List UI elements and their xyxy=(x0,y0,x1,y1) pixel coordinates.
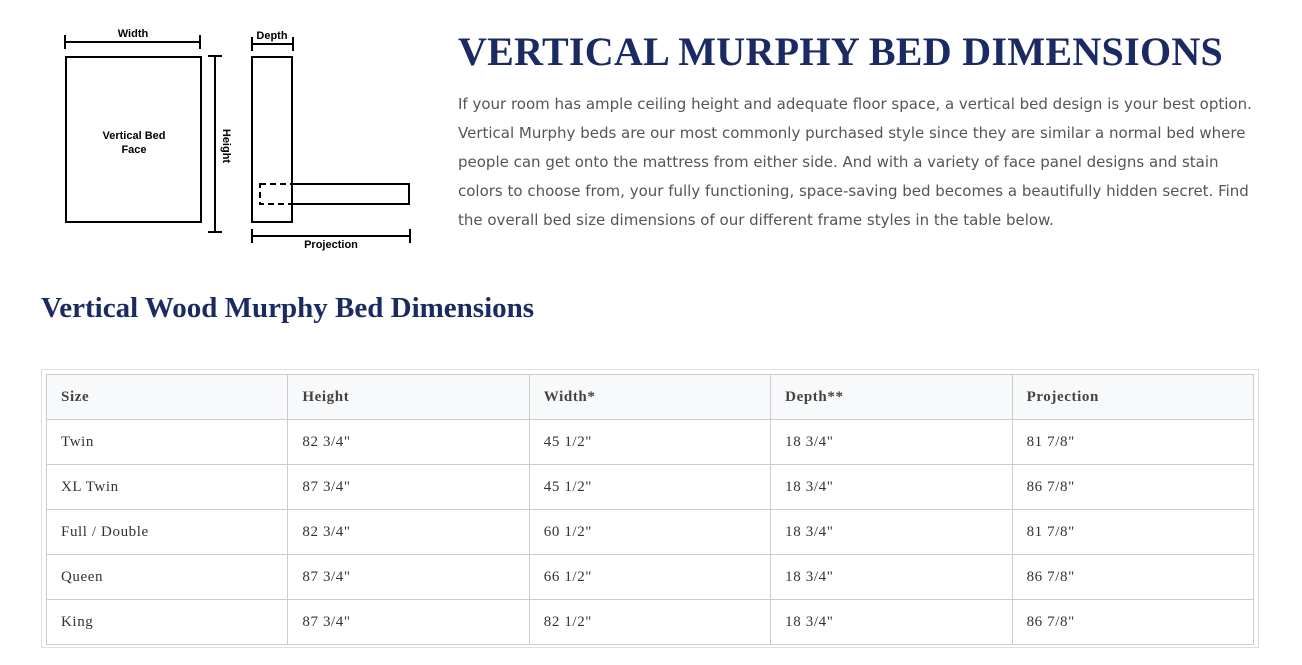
cell-height: 82 3/4" xyxy=(288,420,529,465)
header-height: Height xyxy=(288,375,529,420)
table-row xyxy=(47,420,1254,465)
cell-projection: 86 7/8" xyxy=(1012,600,1253,645)
face-label-line2: Face xyxy=(121,144,147,156)
table-row xyxy=(47,600,1254,645)
cell-depth: 18 3/4" xyxy=(771,465,1012,510)
dimensions-table xyxy=(46,374,1254,645)
table-row xyxy=(47,555,1254,600)
face-label-line1: Vertical Bed xyxy=(102,130,166,142)
cell-size: XL Twin xyxy=(47,465,288,510)
cell-projection: 86 7/8" xyxy=(1012,465,1253,510)
page-title: VERTICAL MURPHY BED DIMENSIONS xyxy=(458,29,1224,74)
section-title: Vertical Wood Murphy Bed Dimensions xyxy=(41,292,535,324)
cell-depth: 18 3/4" xyxy=(771,600,1012,645)
cell-depth: 18 3/4" xyxy=(771,510,1012,555)
bed-dimensions-diagram xyxy=(40,20,420,260)
cabinet-side-rect xyxy=(252,57,292,222)
header-size: Size xyxy=(47,375,288,420)
table-row xyxy=(47,510,1254,555)
cell-width: 66 1/2" xyxy=(529,555,770,600)
header-projection: Projection xyxy=(1012,375,1253,420)
depth-label: Depth xyxy=(256,30,288,42)
cell-projection: 86 7/8" xyxy=(1012,555,1253,600)
bed-hidden-dashed xyxy=(260,184,292,204)
cell-depth: 18 3/4" xyxy=(771,555,1012,600)
cell-height: 82 3/4" xyxy=(288,510,529,555)
cell-size: Twin xyxy=(47,420,288,465)
projection-label: Projection xyxy=(304,239,358,251)
header-depth: Depth** xyxy=(771,375,1012,420)
cell-projection: 81 7/8" xyxy=(1012,420,1253,465)
cell-size: Full / Double xyxy=(47,510,288,555)
height-label: Height xyxy=(220,128,232,164)
cell-projection: 81 7/8" xyxy=(1012,510,1253,555)
bed-lowered-rect xyxy=(292,184,409,204)
cell-height: 87 3/4" xyxy=(288,465,529,510)
cell-width: 45 1/2" xyxy=(529,465,770,510)
table-row xyxy=(47,465,1254,510)
height-dimension xyxy=(208,56,222,232)
cell-depth: 18 3/4" xyxy=(771,420,1012,465)
cell-size: King xyxy=(47,600,288,645)
table-header-row xyxy=(47,375,1254,420)
cell-width: 60 1/2" xyxy=(529,510,770,555)
intro-paragraph: If your room has ample ceiling height and adequate floor space, a vertical bed design is your best option. Vertical Murphy beds are our most commonly purchased style since they are similar a normal bed where people can get onto the mattress from either side. And with a variety of face panel designs and stain colors to choose from, your fully functioning, space-saving bed becomes a beautifully hidden secret. Find the overall bed size dimensions of our different frame styles in the table below. xyxy=(458,95,1252,229)
cell-width: 45 1/2" xyxy=(529,420,770,465)
header-width: Width* xyxy=(529,375,770,420)
dimensions-table-container xyxy=(41,369,1259,648)
cell-size: Queen xyxy=(47,555,288,600)
cell-height: 87 3/4" xyxy=(288,555,529,600)
cell-height: 87 3/4" xyxy=(288,600,529,645)
width-label: Width xyxy=(117,28,149,40)
cell-width: 82 1/2" xyxy=(529,600,770,645)
